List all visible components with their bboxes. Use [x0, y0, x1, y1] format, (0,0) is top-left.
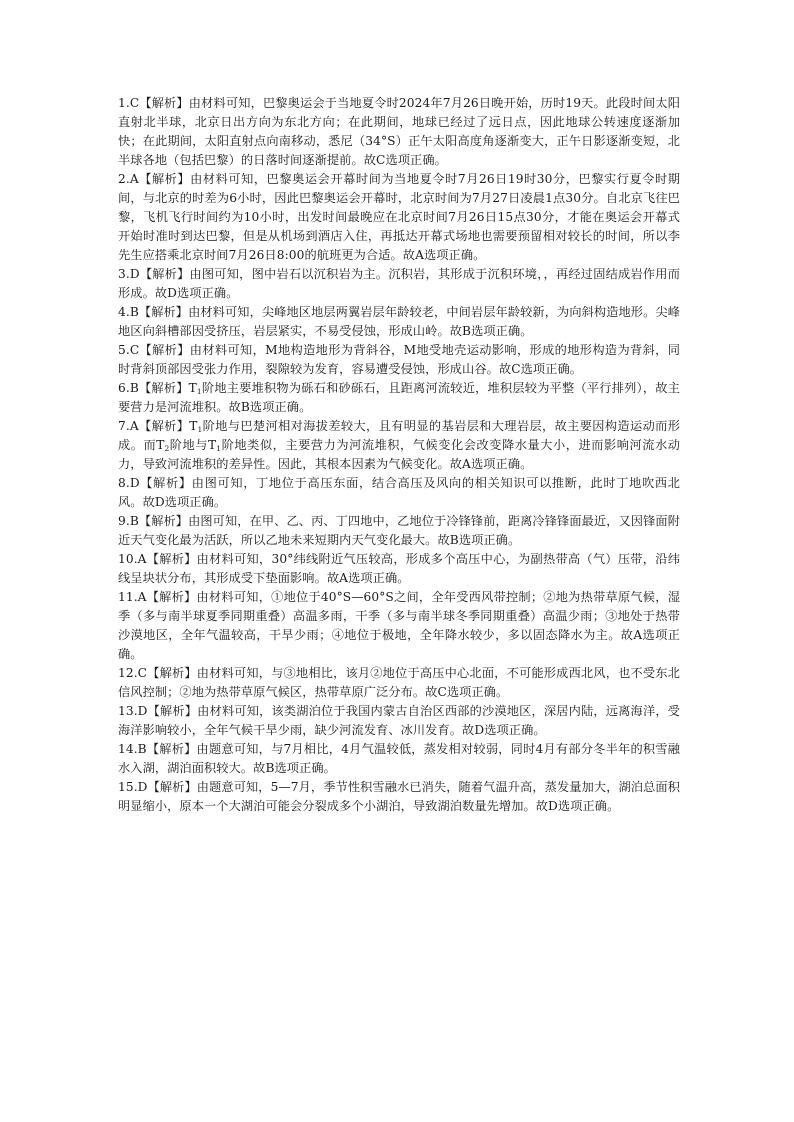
answer-item-6	[118, 379, 680, 417]
answer-item-14: 14.B【解析】由题意可知，与7月相比，4月气温较低，蒸发相对较弱，同时4月有部分冬半年的积雪融水入湖，湖泊面积较大。故B选项正确。	[118, 742, 680, 775]
answer-item-12: 12.C【解析】由材料可知，与③地相比，该月②地位于高压中心北面，不可能形成西北风，也不受东北信风控制；②地为热带草原气候区，热带草原广泛分布。故C选项正确。	[118, 666, 680, 699]
terrace-subscript: 2	[164, 444, 170, 453]
answer-item-1: 1.C【解析】由材料可知，巴黎奥运会于当地夏令时2024年7月26日晚开始，历时19天。此段时间太阳直射北半球，北京日出方向为东北方向；在此期间，地球已经过了远日点，因此地球公转速度逐渐加快；在此期间，太阳直射点向南移动，悉尼（34°S）正午太阳高度角逐渐变大，正午日影逐渐变短，北半球各地（包括巴黎）的日落时间逐渐提前。故C选项正确。	[118, 96, 680, 167]
answer-item-7-lead: 7.A【解析】T	[118, 419, 198, 433]
answer-item-6-body: 阶地主要堆积物为砾石和砂砾石，且距离河流较近，堆积层较为平整（平行排列），故主要营力是河流堆积。故B选项正确。	[118, 381, 680, 414]
answer-item-15: 15.D【解析】由题意可知，5—7月，季节性积雪融水已消失，随着气温升高，蒸发量加大，湖泊总面积明显缩小，原本一个大湖泊可能会分裂成多个小湖泊，导致湖泊数量先增加。故D选项正确。	[118, 780, 680, 813]
answer-item-7-body: 阶地类似，主要营力为河流堆积，气候变化会改变降水量大小，进而影响河流水动力，导致河流堆积的差异性。因此，其根本因素为气候变化。故A选项正确。	[118, 438, 681, 471]
terrace-subscript: 1	[216, 444, 222, 453]
answer-item-11: 11.A【解析】由材料可知，①地位于40°S—60°S之间，全年受西风带控制；②地为热带草原气候，湿季（多与南半球夏季同期重叠）高温多雨，干季（多与南半球冬季同期重叠）高温少雨；③地处于热带沙漠地区，全年气温较高，干旱少雨；④地位于极地，全年降水较少，多以固态降水为主。故A选项正确。	[118, 590, 680, 661]
answer-item-9: 9.B【解析】由图可知，在甲、乙、丙、丁四地中，乙地位于冷锋锋前，距离冷锋锋面最近，又因锋面附近天气变化最为活跃，所以乙地未来短期内天气变化最大。故B选项正确。	[118, 514, 680, 547]
answer-item-7-part-2: 阶地与T	[169, 438, 217, 452]
answer-explanations	[118, 94, 680, 816]
answer-item-3: 3.D【解析】由图可知，图中岩石以沉积岩为主。沉积岩，其形成于沉积环境，，再经过固结成岩作用而形成。故D选项正确。	[118, 267, 680, 300]
answer-item-7-part-1: 阶地与巴楚河相对海拔差较大，且有明显的基岩层和大理岩层，故主要因构造运动而形成。而T	[118, 419, 680, 452]
answer-item-8: 8.D【解析】由图可知，丁地位于高压东面，结合高压及风向的相关知识可以推断，此时丁地吹西北风。故D选项正确。	[118, 476, 680, 509]
answer-item-10: 10.A【解析】由材料可知，30°纬线附近气压较高，形成多个高压中心，为副热带高（气）压带，沿纬线呈块状分布，其形成受下垫面影响。故A选项正确。	[118, 552, 680, 585]
answer-item-6-lead: 6.B【解析】T	[118, 381, 197, 395]
terrace-subscript: 1	[196, 387, 202, 396]
answer-item-7	[118, 417, 680, 474]
answer-item-13: 13.D【解析】由材料可知，该类湖泊位于我国内蒙古自治区西部的沙漠地区，深居内陆，远离海洋，受海洋影响较小，全年气候干旱少雨，缺少河流发育、冰川发育。故D选项正确。	[118, 704, 680, 737]
terrace-subscript: 1	[197, 425, 203, 434]
answer-item-5: 5.C【解析】由材料可知，M地构造地形为背斜谷，M地受地壳运动影响，形成的地形构造为背斜，同时背斜顶部因受张力作用，裂隙较为发育，容易遭受侵蚀，形成山谷。故C选项正确。	[118, 343, 680, 376]
answer-item-2: 2.A【解析】由材料可知，巴黎奥运会开幕时间为当地夏令时7月26日19时30分，巴黎实行夏令时期间，与北京的时差为6小时，因此巴黎奥运会开幕时，北京时间为7月27日凌晨1点30分。自北京飞往巴黎，飞机飞行时间约为10小时，出发时间最晚应在北京时间7月26日15点30分，才能在奥运会开幕式开始时准时到达巴黎，但是从机场到酒店入住，再抵达开幕式场地也需要预留相对较长的时间，所以李先生应搭乘北京时间7月26日8:00的航班更为合适。故A选项正确。	[118, 172, 680, 262]
answer-item-4: 4.B【解析】由材料可知，尖峰地区地层两翼岩层年龄较老，中间岩层年龄较新，为向斜构造地形。尖峰地区向斜槽部因受挤压，岩层紧实，不易受侵蚀，形成山岭。故B选项正确。	[118, 305, 680, 338]
